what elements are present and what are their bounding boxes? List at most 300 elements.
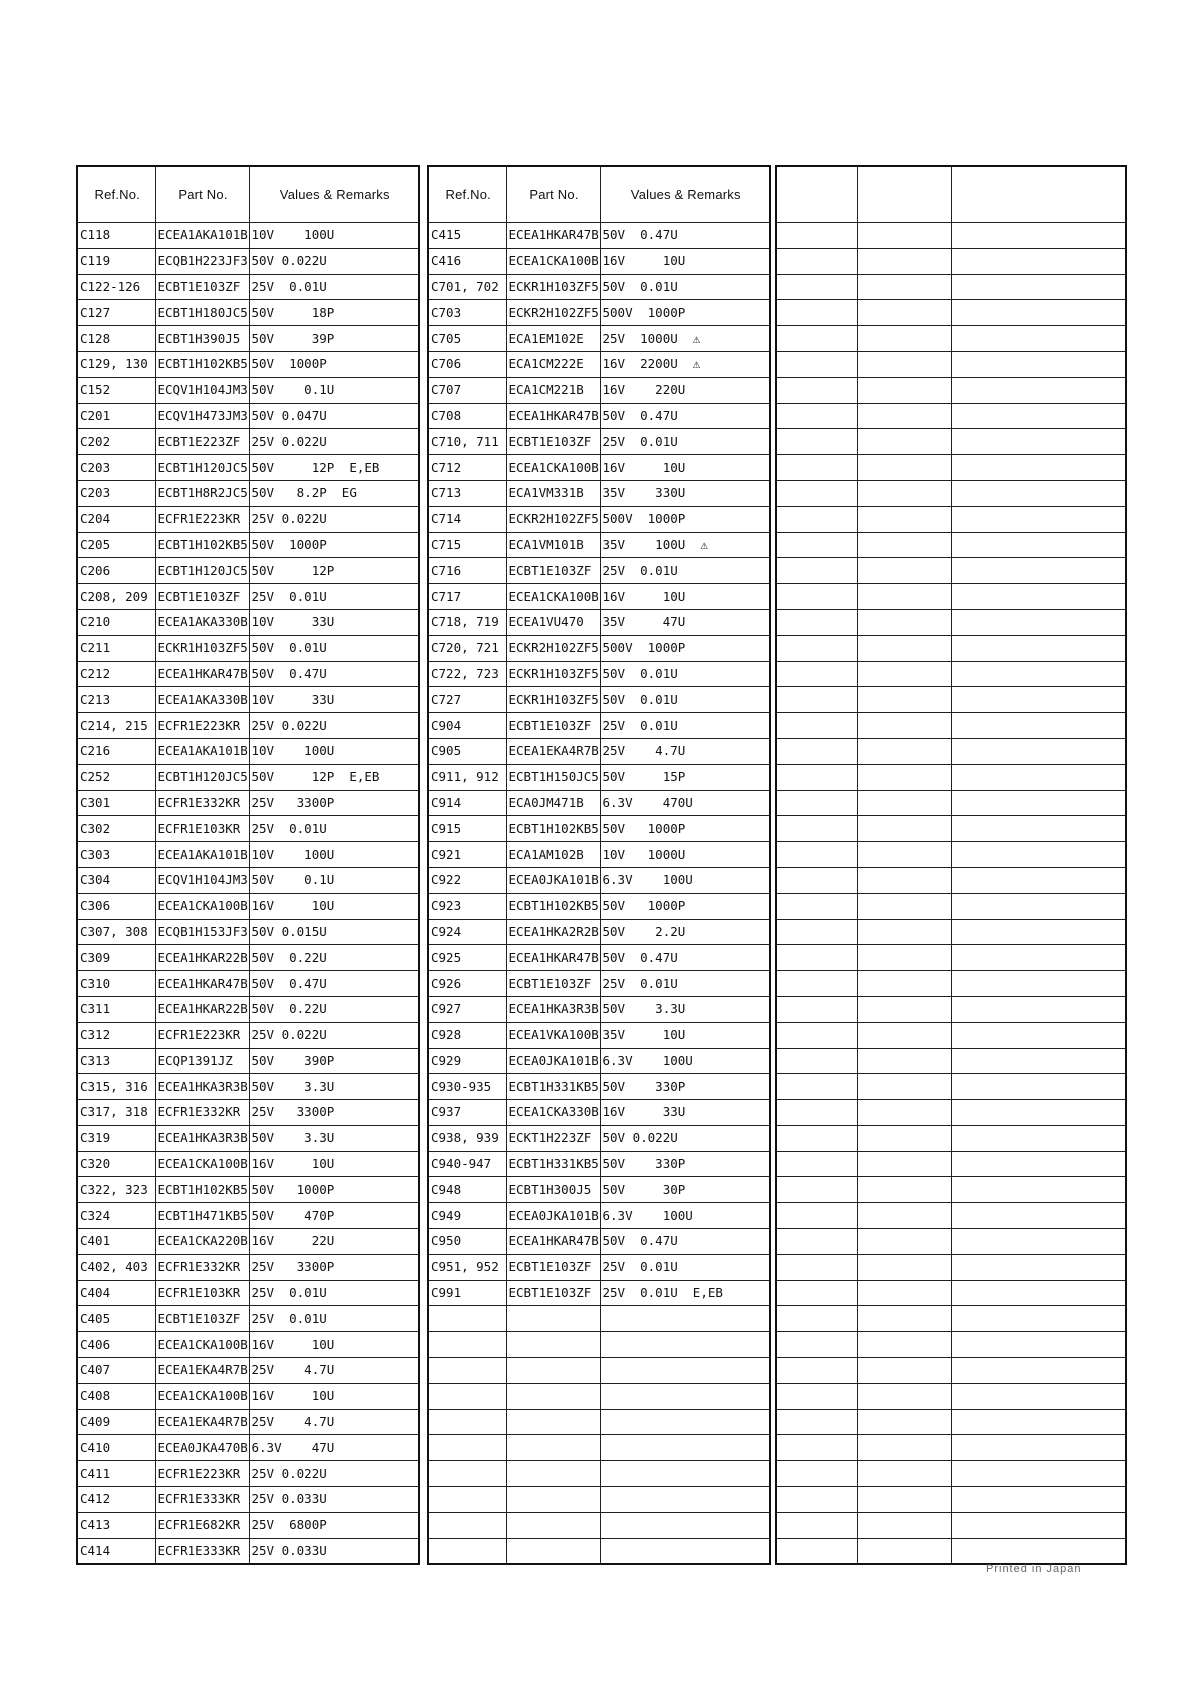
part-no-cell: ECFR1E332KR — [155, 1100, 249, 1126]
part-no-cell: ECKT1H223ZF — [506, 1125, 600, 1151]
values-cell: 50V 1000P — [249, 532, 419, 558]
part-no-cell — [857, 1512, 951, 1538]
part-no-cell — [857, 558, 951, 584]
ref-no-cell: C312 — [77, 1022, 155, 1048]
part-no-cell: ECEA1HKA2R2B — [506, 919, 600, 945]
values-cell — [951, 274, 1126, 300]
values-cell: 50V 0.47U — [249, 971, 419, 997]
table-row — [776, 842, 1126, 868]
ref-no-cell: C929 — [428, 1048, 506, 1074]
ref-no-cell: C205 — [77, 532, 155, 558]
part-no-cell — [857, 223, 951, 249]
ref-no-header: Ref.No. — [77, 166, 155, 223]
part-no-cell — [506, 1435, 600, 1461]
values-cell: 50V 12P E,EB — [249, 764, 419, 790]
part-no-cell: ECEA1CKA330B — [506, 1100, 600, 1126]
ref-no-cell: C322, 323 — [77, 1177, 155, 1203]
part-no-cell: ECBT1H102KB5 — [506, 893, 600, 919]
part-no-cell: ECA1AM102B — [506, 842, 600, 868]
values-cell — [951, 687, 1126, 713]
values-cell — [951, 1151, 1126, 1177]
part-no-cell: ECEA0JKA101B — [506, 1203, 600, 1229]
part-no-cell: ECEA1HKAR47B — [506, 223, 600, 249]
part-no-cell: ECEA1AKA101B — [155, 223, 249, 249]
ref-no-cell: C410 — [77, 1435, 155, 1461]
table-row — [428, 945, 770, 971]
part-no-cell: ECFR1E223KR — [155, 506, 249, 532]
table-row — [77, 1358, 419, 1384]
table-row — [428, 1125, 770, 1151]
table-row — [776, 609, 1126, 635]
ref-no-cell: C210 — [77, 609, 155, 635]
ref-no-cell: C718, 719 — [428, 609, 506, 635]
values-cell: 50V 39P — [249, 326, 419, 352]
table-row — [77, 1022, 419, 1048]
part-no-cell: ECA1EM102E — [506, 326, 600, 352]
table-row — [77, 326, 419, 352]
part-no-cell: ECBT1E103ZF — [155, 274, 249, 300]
part-no-cell — [857, 532, 951, 558]
ref-no-cell: C405 — [77, 1306, 155, 1332]
table-row — [776, 351, 1126, 377]
part-no-cell: ECA1CM222E — [506, 351, 600, 377]
values-cell: 50V 0.01U — [600, 661, 770, 687]
ref-no-cell — [776, 971, 857, 997]
part-no-cell — [857, 351, 951, 377]
ref-no-cell: C320 — [77, 1151, 155, 1177]
table-row — [428, 1100, 770, 1126]
table-row — [776, 687, 1126, 713]
ref-no-cell: C415 — [428, 223, 506, 249]
parts-table-2-body — [428, 223, 770, 1565]
values-cell: 16V 10U — [249, 893, 419, 919]
table-row — [776, 532, 1126, 558]
table-row — [77, 790, 419, 816]
ref-no-cell: C713 — [428, 480, 506, 506]
ref-no-cell — [776, 1254, 857, 1280]
part-no-cell — [857, 403, 951, 429]
values-cell: 16V 10U — [249, 1151, 419, 1177]
part-no-cell: ECKR2H102ZF5 — [506, 506, 600, 532]
part-no-cell: ECEA1AKA101B — [155, 842, 249, 868]
ref-no-cell: C122-126 — [77, 274, 155, 300]
values-cell — [951, 661, 1126, 687]
ref-no-cell — [776, 1461, 857, 1487]
part-no-cell: ECEA1HKA3R3B — [155, 1125, 249, 1151]
values-cell — [951, 403, 1126, 429]
values-cell: 25V 0.01U — [600, 1254, 770, 1280]
ref-no-cell: C727 — [428, 687, 506, 713]
part-no-cell: ECEA1HKAR47B — [155, 971, 249, 997]
table-row — [428, 377, 770, 403]
values-cell — [951, 377, 1126, 403]
table-row — [776, 764, 1126, 790]
table-row — [428, 971, 770, 997]
ref-no-cell — [776, 326, 857, 352]
values-cell — [951, 1435, 1126, 1461]
values-cell: 25V 0.01U — [249, 1280, 419, 1306]
ref-no-cell: C414 — [77, 1538, 155, 1564]
part-no-cell — [857, 429, 951, 455]
ref-no-cell: C127 — [77, 300, 155, 326]
part-no-cell — [857, 1383, 951, 1409]
table-row — [77, 713, 419, 739]
part-no-cell: ECFR1E103KR — [155, 1280, 249, 1306]
values-cell: 50V 0.01U — [249, 635, 419, 661]
table-row — [776, 1151, 1126, 1177]
part-no-cell: ECBT1E103ZF — [506, 713, 600, 739]
part-no-cell — [857, 455, 951, 481]
ref-no-cell — [776, 274, 857, 300]
ref-no-cell — [776, 1074, 857, 1100]
ref-no-cell — [776, 1125, 857, 1151]
values-cell — [951, 1048, 1126, 1074]
part-no-cell — [857, 661, 951, 687]
ref-no-cell: C949 — [428, 1203, 506, 1229]
table-row — [77, 223, 419, 249]
part-no-cell: ECFR1E223KR — [155, 713, 249, 739]
ref-no-cell: C409 — [77, 1409, 155, 1435]
values-cell: 6.3V 100U — [600, 1203, 770, 1229]
ref-no-cell — [776, 609, 857, 635]
ref-no-cell — [776, 584, 857, 610]
part-no-cell — [857, 1280, 951, 1306]
values-cell: 10V 100U — [249, 223, 419, 249]
part-no-cell — [857, 609, 951, 635]
part-no-cell: ECKR1H103ZF5 — [506, 661, 600, 687]
values-cell: 16V 10U — [249, 1332, 419, 1358]
part-no-cell — [857, 1229, 951, 1255]
values-cell — [951, 635, 1126, 661]
part-no-cell: ECEA1AKA330B — [155, 687, 249, 713]
ref-no-cell: C922 — [428, 867, 506, 893]
ref-no-cell — [776, 867, 857, 893]
ref-no-cell: C129, 130 — [77, 351, 155, 377]
values-cell: 16V 10U — [600, 455, 770, 481]
values-cell — [951, 1487, 1126, 1513]
values-cell: 50V 0.022U — [249, 248, 419, 274]
table-row — [428, 1280, 770, 1306]
ref-no-cell: C301 — [77, 790, 155, 816]
ref-no-cell: C311 — [77, 996, 155, 1022]
values-cell: 50V 1000P — [249, 351, 419, 377]
values-cell: 35V 10U — [600, 1022, 770, 1048]
values-cell: 6.3V 100U — [600, 867, 770, 893]
ref-no-cell: C940-947 — [428, 1151, 506, 1177]
ref-no-cell — [428, 1512, 506, 1538]
values-cell — [951, 455, 1126, 481]
values-cell: 16V 2200U ⚠ — [600, 351, 770, 377]
values-cell — [951, 1280, 1126, 1306]
part-no-cell: ECQP1391JZ — [155, 1048, 249, 1074]
table-row — [77, 738, 419, 764]
ref-no-cell — [776, 687, 857, 713]
ref-no-cell: C212 — [77, 661, 155, 687]
part-no-header: Part No. — [506, 166, 600, 223]
part-no-cell: ECBT1E103ZF — [155, 584, 249, 610]
ref-no-cell — [776, 790, 857, 816]
part-no-cell — [857, 1461, 951, 1487]
values-cell — [951, 893, 1126, 919]
values-cell — [951, 1383, 1126, 1409]
table-row — [77, 1254, 419, 1280]
part-no-cell: ECFR1E333KR — [155, 1487, 249, 1513]
table-row — [428, 223, 770, 249]
values-cell: 50V 1000P — [600, 893, 770, 919]
part-no-cell: ECEA1EKA4R7B — [506, 738, 600, 764]
table-row — [776, 480, 1126, 506]
part-no-cell — [857, 867, 951, 893]
ref-no-cell — [776, 558, 857, 584]
values-cell — [951, 351, 1126, 377]
values-cell: 6.3V 47U — [249, 1435, 419, 1461]
values-cell: 50V 0.047U — [249, 403, 419, 429]
table-row — [77, 1151, 419, 1177]
part-no-cell: ECEA1EKA4R7B — [155, 1409, 249, 1435]
table-row — [776, 1358, 1126, 1384]
part-no-cell: ECEA1CKA100B — [155, 1383, 249, 1409]
part-no-cell: ECEA1HKAR47B — [506, 1229, 600, 1255]
values-cell — [951, 506, 1126, 532]
values-cell: 50V 0.22U — [249, 996, 419, 1022]
ref-no-cell — [776, 480, 857, 506]
table-row — [428, 1512, 770, 1538]
values-cell: 16V 33U — [600, 1100, 770, 1126]
table-row — [776, 1280, 1126, 1306]
part-no-cell: ECBT1H120JC5 — [155, 764, 249, 790]
table-row — [77, 1280, 419, 1306]
ref-no-cell — [428, 1409, 506, 1435]
ref-no-cell: C203 — [77, 455, 155, 481]
table-row — [776, 558, 1126, 584]
table-row — [776, 326, 1126, 352]
table-row — [428, 1074, 770, 1100]
ref-no-cell: C315, 316 — [77, 1074, 155, 1100]
values-cell: 50V 0.47U — [600, 223, 770, 249]
part-no-cell: ECBT1E103ZF — [506, 558, 600, 584]
part-no-cell — [857, 1358, 951, 1384]
table-row — [776, 1229, 1126, 1255]
table-row — [77, 764, 419, 790]
table-row — [776, 1203, 1126, 1229]
printed-in-japan-footer: Printed in Japan — [986, 1563, 1082, 1575]
part-no-cell — [857, 1332, 951, 1358]
table-row — [77, 1461, 419, 1487]
table-row — [77, 455, 419, 481]
values-cell — [600, 1512, 770, 1538]
values-cell: 25V 0.022U — [249, 713, 419, 739]
values-cell: 25V 0.033U — [249, 1538, 419, 1564]
values-cell: 50V 0.47U — [600, 403, 770, 429]
ref-no-cell: C119 — [77, 248, 155, 274]
part-no-cell: ECEA0JKA470B — [155, 1435, 249, 1461]
ref-no-cell: C712 — [428, 455, 506, 481]
table-row — [77, 506, 419, 532]
part-no-cell: ECFR1E332KR — [155, 790, 249, 816]
part-no-cell: ECEA1HKAR47B — [506, 945, 600, 971]
table-row — [428, 1332, 770, 1358]
part-no-cell — [506, 1306, 600, 1332]
ref-no-cell: C252 — [77, 764, 155, 790]
table-row — [428, 1177, 770, 1203]
table-row — [776, 1461, 1126, 1487]
part-no-cell — [857, 738, 951, 764]
table-row — [77, 1100, 419, 1126]
ref-no-cell — [776, 738, 857, 764]
ref-no-cell: C204 — [77, 506, 155, 532]
values-cell: 50V 0.47U — [600, 945, 770, 971]
values-cell: 50V 3.3U — [249, 1125, 419, 1151]
part-no-cell: ECBT1H150JC5 — [506, 764, 600, 790]
part-no-cell: ECFR1E223KR — [155, 1022, 249, 1048]
values-cell: 50V 330P — [600, 1074, 770, 1100]
table-row — [428, 609, 770, 635]
part-no-cell: ECEA1CKA100B — [155, 1151, 249, 1177]
ref-no-cell: C915 — [428, 816, 506, 842]
table-row — [77, 661, 419, 687]
table-row — [428, 1487, 770, 1513]
ref-no-cell: C208, 209 — [77, 584, 155, 610]
ref-no-cell — [776, 1383, 857, 1409]
values-cell: 25V 3300P — [249, 1100, 419, 1126]
values-cell: 16V 220U — [600, 377, 770, 403]
values-cell: 500V 1000P — [600, 635, 770, 661]
ref-no-cell: C202 — [77, 429, 155, 455]
values-cell: 25V 4.7U — [600, 738, 770, 764]
values-cell — [951, 1254, 1126, 1280]
ref-no-cell: C128 — [77, 326, 155, 352]
table-row — [428, 1538, 770, 1564]
values-cell — [600, 1487, 770, 1513]
part-no-cell: ECEA1HKA3R3B — [506, 996, 600, 1022]
table-row — [776, 635, 1126, 661]
part-no-cell: ECQV1H104JM3 — [155, 377, 249, 403]
ref-no-cell: C924 — [428, 919, 506, 945]
table-row — [77, 1409, 419, 1435]
ref-no-cell — [776, 1538, 857, 1564]
table-row — [77, 1383, 419, 1409]
table-row — [428, 480, 770, 506]
values-cell: 25V 0.01U — [249, 1306, 419, 1332]
part-no-cell: ECFR1E332KR — [155, 1254, 249, 1280]
part-no-cell: ECEA1AKA330B — [155, 609, 249, 635]
values-cell: 50V 390P — [249, 1048, 419, 1074]
part-no-cell: ECEA1HKAR22B — [155, 996, 249, 1022]
part-no-cell: ECBT1E103ZF — [155, 1306, 249, 1332]
values-cell — [600, 1306, 770, 1332]
part-no-cell: ECEA0JKA101B — [506, 867, 600, 893]
ref-no-cell — [428, 1461, 506, 1487]
values-cell — [951, 996, 1126, 1022]
values-cell — [951, 300, 1126, 326]
table-row — [428, 1306, 770, 1332]
table-row — [77, 842, 419, 868]
part-no-cell: ECQB1H153JF3 — [155, 919, 249, 945]
values-cell: 25V 4.7U — [249, 1409, 419, 1435]
ref-no-header: Ref.No. — [428, 166, 506, 223]
table-row — [77, 300, 419, 326]
ref-no-cell — [776, 1306, 857, 1332]
ref-no-cell: C211 — [77, 635, 155, 661]
ref-no-cell: C991 — [428, 1280, 506, 1306]
values-cell: 50V 0.01U — [600, 687, 770, 713]
ref-no-cell: C706 — [428, 351, 506, 377]
part-no-cell — [857, 1538, 951, 1564]
table-row — [428, 790, 770, 816]
table-row — [776, 223, 1126, 249]
part-no-cell — [857, 248, 951, 274]
table-row — [428, 584, 770, 610]
part-no-cell — [857, 816, 951, 842]
ref-no-cell — [776, 945, 857, 971]
ref-no-cell: C707 — [428, 377, 506, 403]
values-cell — [600, 1409, 770, 1435]
empty-header-cell — [951, 166, 1126, 223]
values-cell: 35V 47U — [600, 609, 770, 635]
table-row — [776, 713, 1126, 739]
table-row — [776, 1487, 1126, 1513]
part-no-cell — [857, 506, 951, 532]
part-no-cell: ECBT1H102KB5 — [155, 351, 249, 377]
values-cell: 50V 2.2U — [600, 919, 770, 945]
part-no-cell: ECBT1H102KB5 — [155, 532, 249, 558]
table-row — [428, 403, 770, 429]
ref-no-cell — [776, 635, 857, 661]
part-no-cell — [857, 635, 951, 661]
table-row — [77, 1435, 419, 1461]
values-cell — [951, 1177, 1126, 1203]
ref-no-cell: C317, 318 — [77, 1100, 155, 1126]
part-no-cell: ECKR1H103ZF5 — [506, 687, 600, 713]
part-no-cell — [857, 1151, 951, 1177]
part-no-cell: ECEA1HKA3R3B — [155, 1074, 249, 1100]
empty-header-cell — [857, 166, 951, 223]
part-no-cell: ECBT1H120JC5 — [155, 455, 249, 481]
values-cell: 25V 0.022U — [249, 506, 419, 532]
ref-no-cell: C206 — [77, 558, 155, 584]
ref-no-cell: C921 — [428, 842, 506, 868]
empty-header-cell — [776, 166, 857, 223]
table-row — [428, 274, 770, 300]
part-no-cell: ECBT1H120JC5 — [155, 558, 249, 584]
ref-no-cell — [776, 1280, 857, 1306]
values-cell — [600, 1435, 770, 1461]
ref-no-cell: C307, 308 — [77, 919, 155, 945]
table-row — [428, 1151, 770, 1177]
part-no-cell — [506, 1538, 600, 1564]
part-no-cell: ECQV1H104JM3 — [155, 867, 249, 893]
table-row — [77, 1306, 419, 1332]
part-no-cell: ECBT1H390J5 — [155, 326, 249, 352]
ref-no-cell: C905 — [428, 738, 506, 764]
part-no-cell — [857, 1254, 951, 1280]
part-no-cell: ECFR1E333KR — [155, 1538, 249, 1564]
values-cell — [951, 764, 1126, 790]
ref-no-cell: C715 — [428, 532, 506, 558]
part-no-cell: ECBT1E103ZF — [506, 429, 600, 455]
values-cell — [951, 223, 1126, 249]
table-row — [77, 1512, 419, 1538]
values-cell: 50V 15P — [600, 764, 770, 790]
values-cell: 50V 0.022U — [600, 1125, 770, 1151]
part-no-cell — [857, 377, 951, 403]
values-cell — [951, 713, 1126, 739]
table-row — [77, 429, 419, 455]
part-no-cell — [857, 919, 951, 945]
table-row — [776, 1332, 1126, 1358]
part-no-cell: ECBT1H180JC5 — [155, 300, 249, 326]
part-no-cell: ECEA1CKA220B — [155, 1229, 249, 1255]
